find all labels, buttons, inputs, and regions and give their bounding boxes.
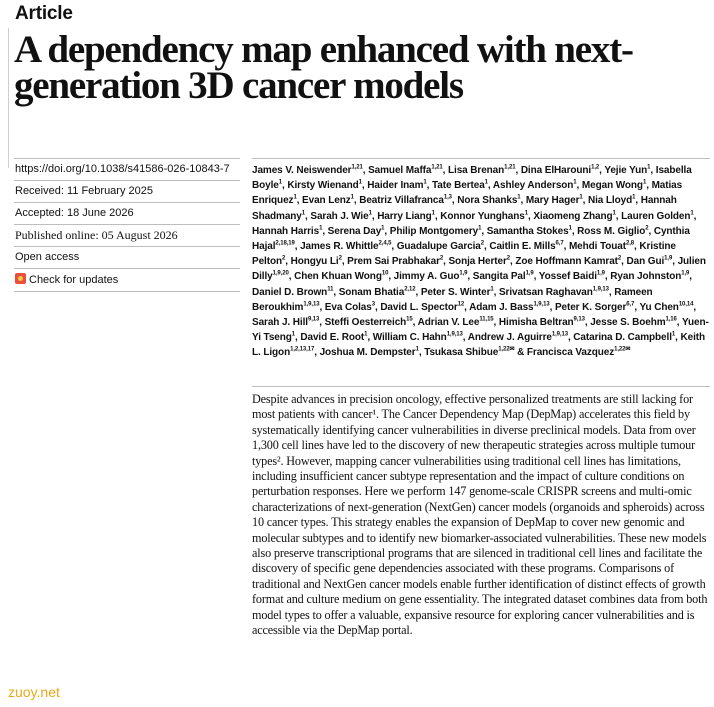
author-name[interactable]: Samuel Maffa <box>368 165 432 176</box>
author-name[interactable]: Himisha Beltran <box>498 317 574 329</box>
author-name[interactable]: Sonam Bhatia <box>338 286 405 298</box>
author-name[interactable]: Megan Wong <box>581 180 643 192</box>
author-affiliation: 2 <box>506 255 510 262</box>
author-list: James V. Neiswender$^{1,21}$, Samuel Maffa$^{1,21}$, Lisa Brenan$^{1,21}$, Dina ElHarouni$^{1,2}$, Yejie Yun$^1$, Isabella Boyle$^1$, Kirsty Wienand$^1$, Haider Inam$^1$, Tate Bertea$^1$, Ashley Anderson$^1$, Megan Wong$^1$, Matias Enriquez$^1$, Evan Lenz$^1$, Beatriz Villafranca$^{1,3}$, Nora Shanks$^1$, Mary Hager$^1$, Nia Lloyd$^1$, Hannah Shadmany$^1$, Sarah J. Wie$^1$, Harry Liang$^1$, Konnor Yunghans$^1$, Xiaomeng Zhang$^1$, Lauren Golden$^1$, Hannah Harris$^1$, Serena Day$^1$, Philip Montgomery$^1$, Samantha Stokes$^1$, Ross M. Giglio$^2$, Cynthia Hajal$^{2,18,19}$, James R. Whittle$^{2,4,5}$, Guadalupe Garcia$^2$, Caitlin E. Mills$^{6,7}$, Mehdi Touat$^{2,8}$, Kristine Pelton$^2$, Hongyu Li$^2$, Prem Sai Prabhakar$^2$, Sonja Herter$^2$, Zoe Hoffmann Kamrat$^2$, Dan Gui$^{1,9}$, Julien Dilly$^{1,9,20}$, Chen Khuan Wong$^{10}$, Jimmy A. Guo$^{1,9}$, Sangita Pal$^{1,9}$, Yossef Baidi$^{1,9}$, Ryan Johnston$^{1,9}$, Daniel D. Brown$^{11}$, Sonam Bhatia$^{2,12}$, Peter S. Winter$^1$, Srivatsan Raghavan$^{1,9,13}$, Rameen Beroukhim$^{1,9,13}$, Eva Colas$^3$, David L. Spector$^{12}$, Adam J. Bass$^{1,9,13}$, Peter K. Sorger$^{6,7}$, Yu Chen$^{10,14}$, Sarah J. Hill$^{9,13}$, Steffi Oesterreich$^{15}$, Adrian V. Lee$^{11,15}$, Himisha Beltran$^{9,13}$, Jesse S. Boehm$^{1,16}$, Yuen-Yi Tseng$^1$, David E. Root$^1$, William C. Hahn$^{1,9,13}$, Andrew J. Aguirre$^{1,9,13}$, Catarina D. Campbell$^1$, Keith L. Ligon$^{1,2,13,17}$, Joshua M. Dempster$^1$, Tsukasa Shibue$^{1,22✉}$ & Francisca Vazquez$^{1,22✉}$ <box>252 158 710 361</box>
author-affiliation: 12 <box>457 301 465 308</box>
author-affiliation: 1 <box>415 347 419 354</box>
author-name[interactable]: Ashley Anderson <box>492 180 574 192</box>
author-affiliation: 1,21 <box>431 164 443 171</box>
author-name[interactable]: Adrian V. Lee <box>417 317 480 329</box>
author-name[interactable]: David E. Root <box>300 332 365 344</box>
article-metadata <box>14 158 240 292</box>
author-name[interactable]: Philip Montgomery <box>389 225 479 237</box>
author-affiliation: 9,13 <box>573 316 585 323</box>
author-name[interactable]: Caitlin E. Mills <box>489 241 556 253</box>
author-affiliation: 2 <box>338 255 342 262</box>
author-affiliation: 1,9,13 <box>446 331 463 338</box>
author-name[interactable]: Francisca Vazquez <box>526 347 615 359</box>
author-name[interactable]: Nora Shanks <box>457 195 518 207</box>
author-affiliation: 1,9 <box>664 255 673 262</box>
author-affiliation: 1,9 <box>596 271 605 278</box>
author-name[interactable]: David L. Spector <box>380 301 458 313</box>
author-affiliation: 2,4,5 <box>378 240 392 247</box>
author-affiliation: 11 <box>327 286 334 293</box>
author-name[interactable]: Dan Gui <box>626 256 665 268</box>
author-affiliation: 1,9,13 <box>551 331 568 338</box>
author-affiliation: 1 <box>423 179 427 186</box>
author-affiliation: 2 <box>480 240 484 247</box>
author-affiliation: 1,22✉ <box>614 347 631 354</box>
author-name[interactable]: Keith L. Ligon <box>252 332 706 359</box>
author-name[interactable]: Jesse S. Boehm <box>590 317 666 329</box>
author-name[interactable]: Sonja Herter <box>448 256 507 268</box>
author-name[interactable]: Serena Day <box>327 225 382 237</box>
author-affiliation: 1,9,13 <box>592 286 609 293</box>
author-affiliation: 6,7 <box>555 240 564 247</box>
author-name[interactable]: Peter S. Winter <box>420 286 491 298</box>
check-for-updates-icon <box>15 273 26 284</box>
author-affiliation: 1 <box>690 210 694 217</box>
author-affiliation: 1 <box>632 195 636 202</box>
author-name[interactable]: Isabella Boyle <box>252 165 692 192</box>
author-name[interactable]: Sangita Pal <box>472 271 526 283</box>
author-affiliation: 10,14 <box>678 301 694 308</box>
author-name[interactable]: Mary Hager <box>525 195 580 207</box>
author-name[interactable]: Jimmy A. Guo <box>393 271 460 283</box>
author-affiliation: 1,9,20 <box>272 271 289 278</box>
author-affiliation: 1 <box>278 179 282 186</box>
author-name[interactable]: William C. Hahn <box>372 332 447 344</box>
author-affiliation: 10 <box>381 271 389 278</box>
author-affiliation: 1 <box>573 179 577 186</box>
author-name[interactable]: Cynthia Hajal <box>252 225 690 253</box>
author-name[interactable]: Prem Sai Prabhakar <box>347 256 440 268</box>
author-name[interactable]: James R. Whittle <box>300 241 379 253</box>
author-affiliation: 11,15 <box>479 316 494 323</box>
author-name[interactable]: Catarina D. Campbell <box>573 332 672 344</box>
watermark: zuoy.net <box>8 684 60 700</box>
author-name[interactable]: Yu Chen <box>639 301 679 313</box>
author-affiliation: 1,9,13 <box>533 301 550 308</box>
author-affiliation: 1 <box>671 331 676 338</box>
author-name[interactable]: Kirsty Wienand <box>287 180 359 192</box>
author-name[interactable]: Haider Inam <box>367 180 424 192</box>
author-name[interactable]: Zoe Hoffmann Kamrat <box>515 256 618 268</box>
author-affiliation: 1 <box>478 225 482 232</box>
author-affiliation: 1 <box>301 210 306 217</box>
author-affiliation: 1 <box>612 210 616 217</box>
author-affiliation: 1 <box>484 179 488 186</box>
accepted-date: Accepted: 18 June 2026 <box>14 202 240 224</box>
author-affiliation: 1 <box>319 225 323 232</box>
author-affiliation: 1 <box>381 225 385 232</box>
author-affiliation: 1,9 <box>525 271 534 278</box>
author-name[interactable]: Yossef Baidi <box>538 271 597 283</box>
published-date: Published online: 05 August 2026 <box>14 224 240 246</box>
author-name[interactable]: Hongyu Li <box>290 256 339 268</box>
author-name[interactable]: Joshua M. Dempster <box>319 347 416 359</box>
author-affiliation: 2 <box>617 255 622 262</box>
author-name[interactable]: James V. Neiswender <box>252 165 352 176</box>
author-affiliation: 1 <box>368 210 372 217</box>
author-name[interactable]: Ross M. Giglio <box>577 225 646 237</box>
author-name[interactable]: Andrew J. Aguirre <box>467 332 552 344</box>
received-date: Received: 11 February 2025 <box>14 180 240 202</box>
author-name[interactable]: Matias Enriquez <box>252 180 683 207</box>
author-name[interactable]: Steffi Oesterreich <box>324 317 407 329</box>
author-name[interactable]: Lauren Golden <box>621 210 691 222</box>
author-affiliation: 1,9 <box>459 271 468 278</box>
author-affiliation: 1,16 <box>665 316 677 323</box>
author-name[interactable]: Adam J. Bass <box>469 301 534 313</box>
check-for-updates-link[interactable] <box>14 268 240 291</box>
author-affiliation: 1 <box>364 331 368 338</box>
author-name[interactable]: Dina ElHarouni <box>520 165 592 176</box>
author-affiliation: 1 <box>490 286 494 293</box>
left-rule <box>8 28 9 168</box>
doi-link[interactable]: https://doi.org/10.1038/s41586-026-10843-7 <box>14 158 240 180</box>
author-affiliation: 3 <box>371 301 375 308</box>
author-affiliation: 1,21 <box>504 164 516 171</box>
author-name[interactable]: Peter K. Sorger <box>554 301 627 313</box>
author-name[interactable]: Daniel D. Brown <box>252 286 328 298</box>
abstract: Despite advances in precision oncology, effective personalized treatments are still lacking for most patients with cancer¹. The Cancer Dependency Map (DepMap) accelerates this field by systematically identifying cancer vulnerabilities in diverse preclinical models. Data from over 1,300 cell lines have led to the discovery of new therapeutic strategies across multiple tumour types². However, mapping cancer vulnerabilities using traditional cell lines has limitations, including insufficient cancer subtype representation and the impact of culture conditions on perturbation responses. Here we perform 147 genome-scale CRISPR screens and multi-omic characterizations of next-generation (NextGen) cancer models (organoids and spheroids) across 10 cancer types. This strategy enables the expansion of DepMap to cover new genomic and molecular subtypes and to identify new biomarker-associated vulnerabilities. These new models also preserve transcriptional programs that are silenced in traditional cell lines and facilitate the discovery of specific gene dependencies associated with these programs. Comparisons of traditional and NextGen cancer models enable further identification of distinct effects of growth format and culture medium on gene essentiality. The integrated dataset combines data from both model types to offer a valuable, expansive resource for exploring cancer vulnerabilities and is accessible via the DepMap portal. <box>252 386 710 639</box>
author-affiliation: 1,3 <box>443 195 452 202</box>
author-affiliation: 2,18,19 <box>275 240 295 247</box>
author-affiliation: 1,2,13,17 <box>290 347 315 354</box>
author-name[interactable]: Eva Colas <box>324 301 372 313</box>
author-affiliation: 1,9 <box>681 271 690 278</box>
author-affiliation: 1,9,13 <box>303 301 320 308</box>
author-affiliation: 1 <box>568 225 572 232</box>
author-name[interactable]: Julien Dilly <box>252 256 706 283</box>
author-affiliation: 2,12 <box>404 286 416 293</box>
author-name[interactable]: Mehdi Touat <box>568 241 626 253</box>
author-name[interactable]: Rameen Beroukhim <box>252 286 653 313</box>
author-affiliation: 9,13 <box>307 316 320 323</box>
author-name[interactable]: Beatriz Villafranca <box>359 195 444 207</box>
article-title: A dependency map enhanced with next-generation 3D cancer models <box>14 28 633 107</box>
author-name[interactable]: Tsukasa Shibue <box>424 347 499 359</box>
author-affiliation: 1 <box>579 195 583 202</box>
author-name[interactable]: Sarah J. Hill <box>252 317 308 329</box>
author-name[interactable]: Hannah Harris <box>252 225 320 237</box>
author-affiliation: 2,8 <box>626 240 635 247</box>
author-name[interactable]: Chen Khuan Wong <box>294 271 382 283</box>
author-affiliation: 2 <box>645 225 649 232</box>
author-name[interactable]: Yuen-Yi Tseng <box>252 317 709 344</box>
author-affiliation: 2 <box>439 255 444 262</box>
author-affiliation: 2 <box>281 255 286 262</box>
author-name[interactable]: Harry Liang <box>377 210 432 222</box>
author-affiliation: 1,22✉ <box>498 347 515 354</box>
open-access-label: Open access <box>14 246 240 268</box>
author-affiliation: 1 <box>291 331 296 338</box>
author-name[interactable]: Guadalupe Garcia <box>396 241 481 253</box>
author-affiliation: 1 <box>524 210 528 217</box>
author-name[interactable]: Evan Lenz <box>302 195 351 207</box>
author-name[interactable]: Kristine Pelton <box>252 241 676 268</box>
author-name[interactable]: Lisa Brenan <box>448 165 505 176</box>
author-name[interactable]: Yejie Yun <box>604 165 648 176</box>
author-affiliation: 1 <box>647 164 651 171</box>
author-affiliation: 6,7 <box>626 301 635 308</box>
author-name[interactable]: Srivatsan Raghavan <box>498 286 593 298</box>
author-affiliation: 1 <box>642 179 647 186</box>
author-name[interactable]: Samantha Stokes <box>486 225 569 237</box>
author-affiliation: 1 <box>358 179 362 186</box>
author-name[interactable]: Konnor Yunghans <box>440 210 525 222</box>
author-affiliation: 15 <box>406 316 413 323</box>
author-name[interactable]: Xiaomeng Zhang <box>533 210 613 222</box>
author-name[interactable]: Nia Lloyd <box>587 195 633 207</box>
article-type-label: Article <box>15 3 73 24</box>
author-affiliation: 1 <box>350 195 354 202</box>
author-affiliation: 1 <box>293 195 297 202</box>
author-name[interactable]: Hannah Shadmany <box>252 195 677 222</box>
author-name[interactable]: Sarah J. Wie <box>310 210 369 222</box>
author-affiliation: 1 <box>517 195 521 202</box>
author-name[interactable]: Ryan Johnston <box>610 271 682 283</box>
metadata-divider <box>14 291 240 292</box>
author-affiliation: 1,21 <box>351 164 363 171</box>
check-for-updates-label: Check for updates <box>29 274 119 286</box>
author-name[interactable]: Tate Bertea <box>432 180 485 192</box>
author-affiliation: 1,2 <box>591 164 600 171</box>
author-affiliation: 1 <box>431 210 435 217</box>
